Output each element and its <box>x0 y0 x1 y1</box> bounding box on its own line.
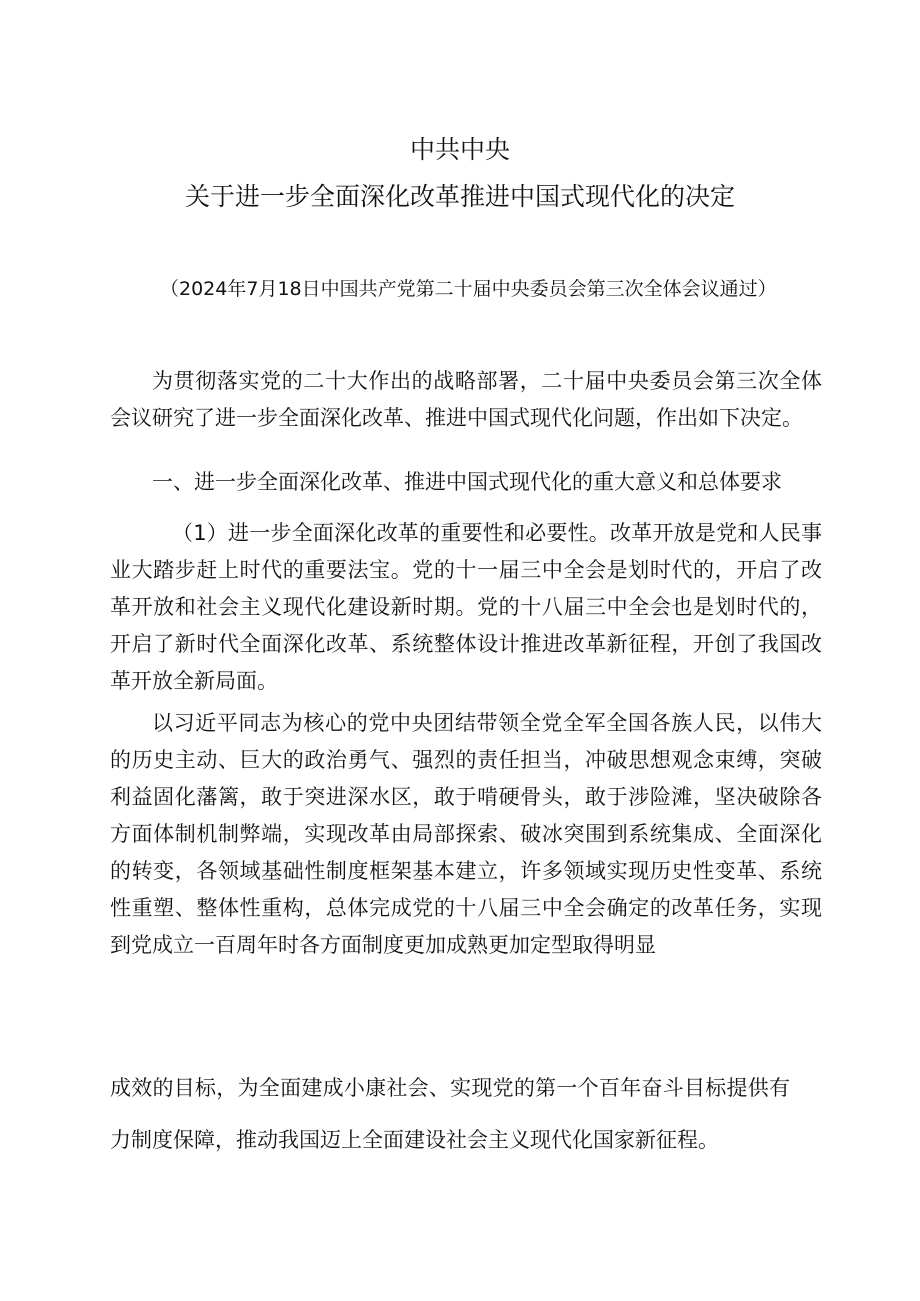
document-title-line2: 关于进一步全面深化改革推进中国式现代化的决定 <box>184 182 735 211</box>
document-subtitle: （2024年7月18日中国共产党第二十届中央委员会第三次全体会议通过） <box>160 278 777 300</box>
document-title-line1: 中共中央 <box>409 135 510 164</box>
section-heading-1: 一、进一步全面深化改革、推进中国式现代化的重大意义和总体要求 <box>152 470 782 494</box>
paragraph-intro: 为贯彻落实党的二十大作出的战略部署，二十届中央委员会第三次全体会议研究了进一步全面深化改革、推进中国式现代化问题，作出如下决定。 <box>110 369 822 430</box>
paragraph-body-2: 以习近平同志为核心的党中央团结带领全党全军全国各族人民，以伟大的历史主动、巨大的政治勇气、强烈的责任担当，冲破思想观念束缚，突破利益固化藩篱，敢于突进深水区，敢于啃硬骨头，敢于涉险滩，坚决破除各方面体制机制弊端，实现改革由局部探索、破冰突围到系统集成、全面深化的转变，各领域基础性制度框架基本建立，许多领域实现历史性变革、系统性重塑、整体性重构，总体完成党的十八届三中全会确定的改革任务，实现到党成立一百周年时各方面制度更加成熟更加定型取得明显 <box>110 711 822 957</box>
paragraph-body-3: 成效的目标，为全面建成小康社会、实现党的第一个百年奋斗目标提供有力制度保障，推动我国迈上全面建设社会主义现代化国家新征程。 <box>110 1076 790 1152</box>
paragraph-item-1: （1）进一步全面深化改革的重要性和必要性。改革开放是党和人民事业大踏步赶上时代的重要法宝。党的十一届三中全会是划时代的，开启了改革开放和社会主义现代化建设新时期。党的十八届三中全会也是划时代的，开启了新时代全面深化改革、系统整体设计推进改革新征程，开创了我国改革开放全新局面。 <box>110 521 822 693</box>
